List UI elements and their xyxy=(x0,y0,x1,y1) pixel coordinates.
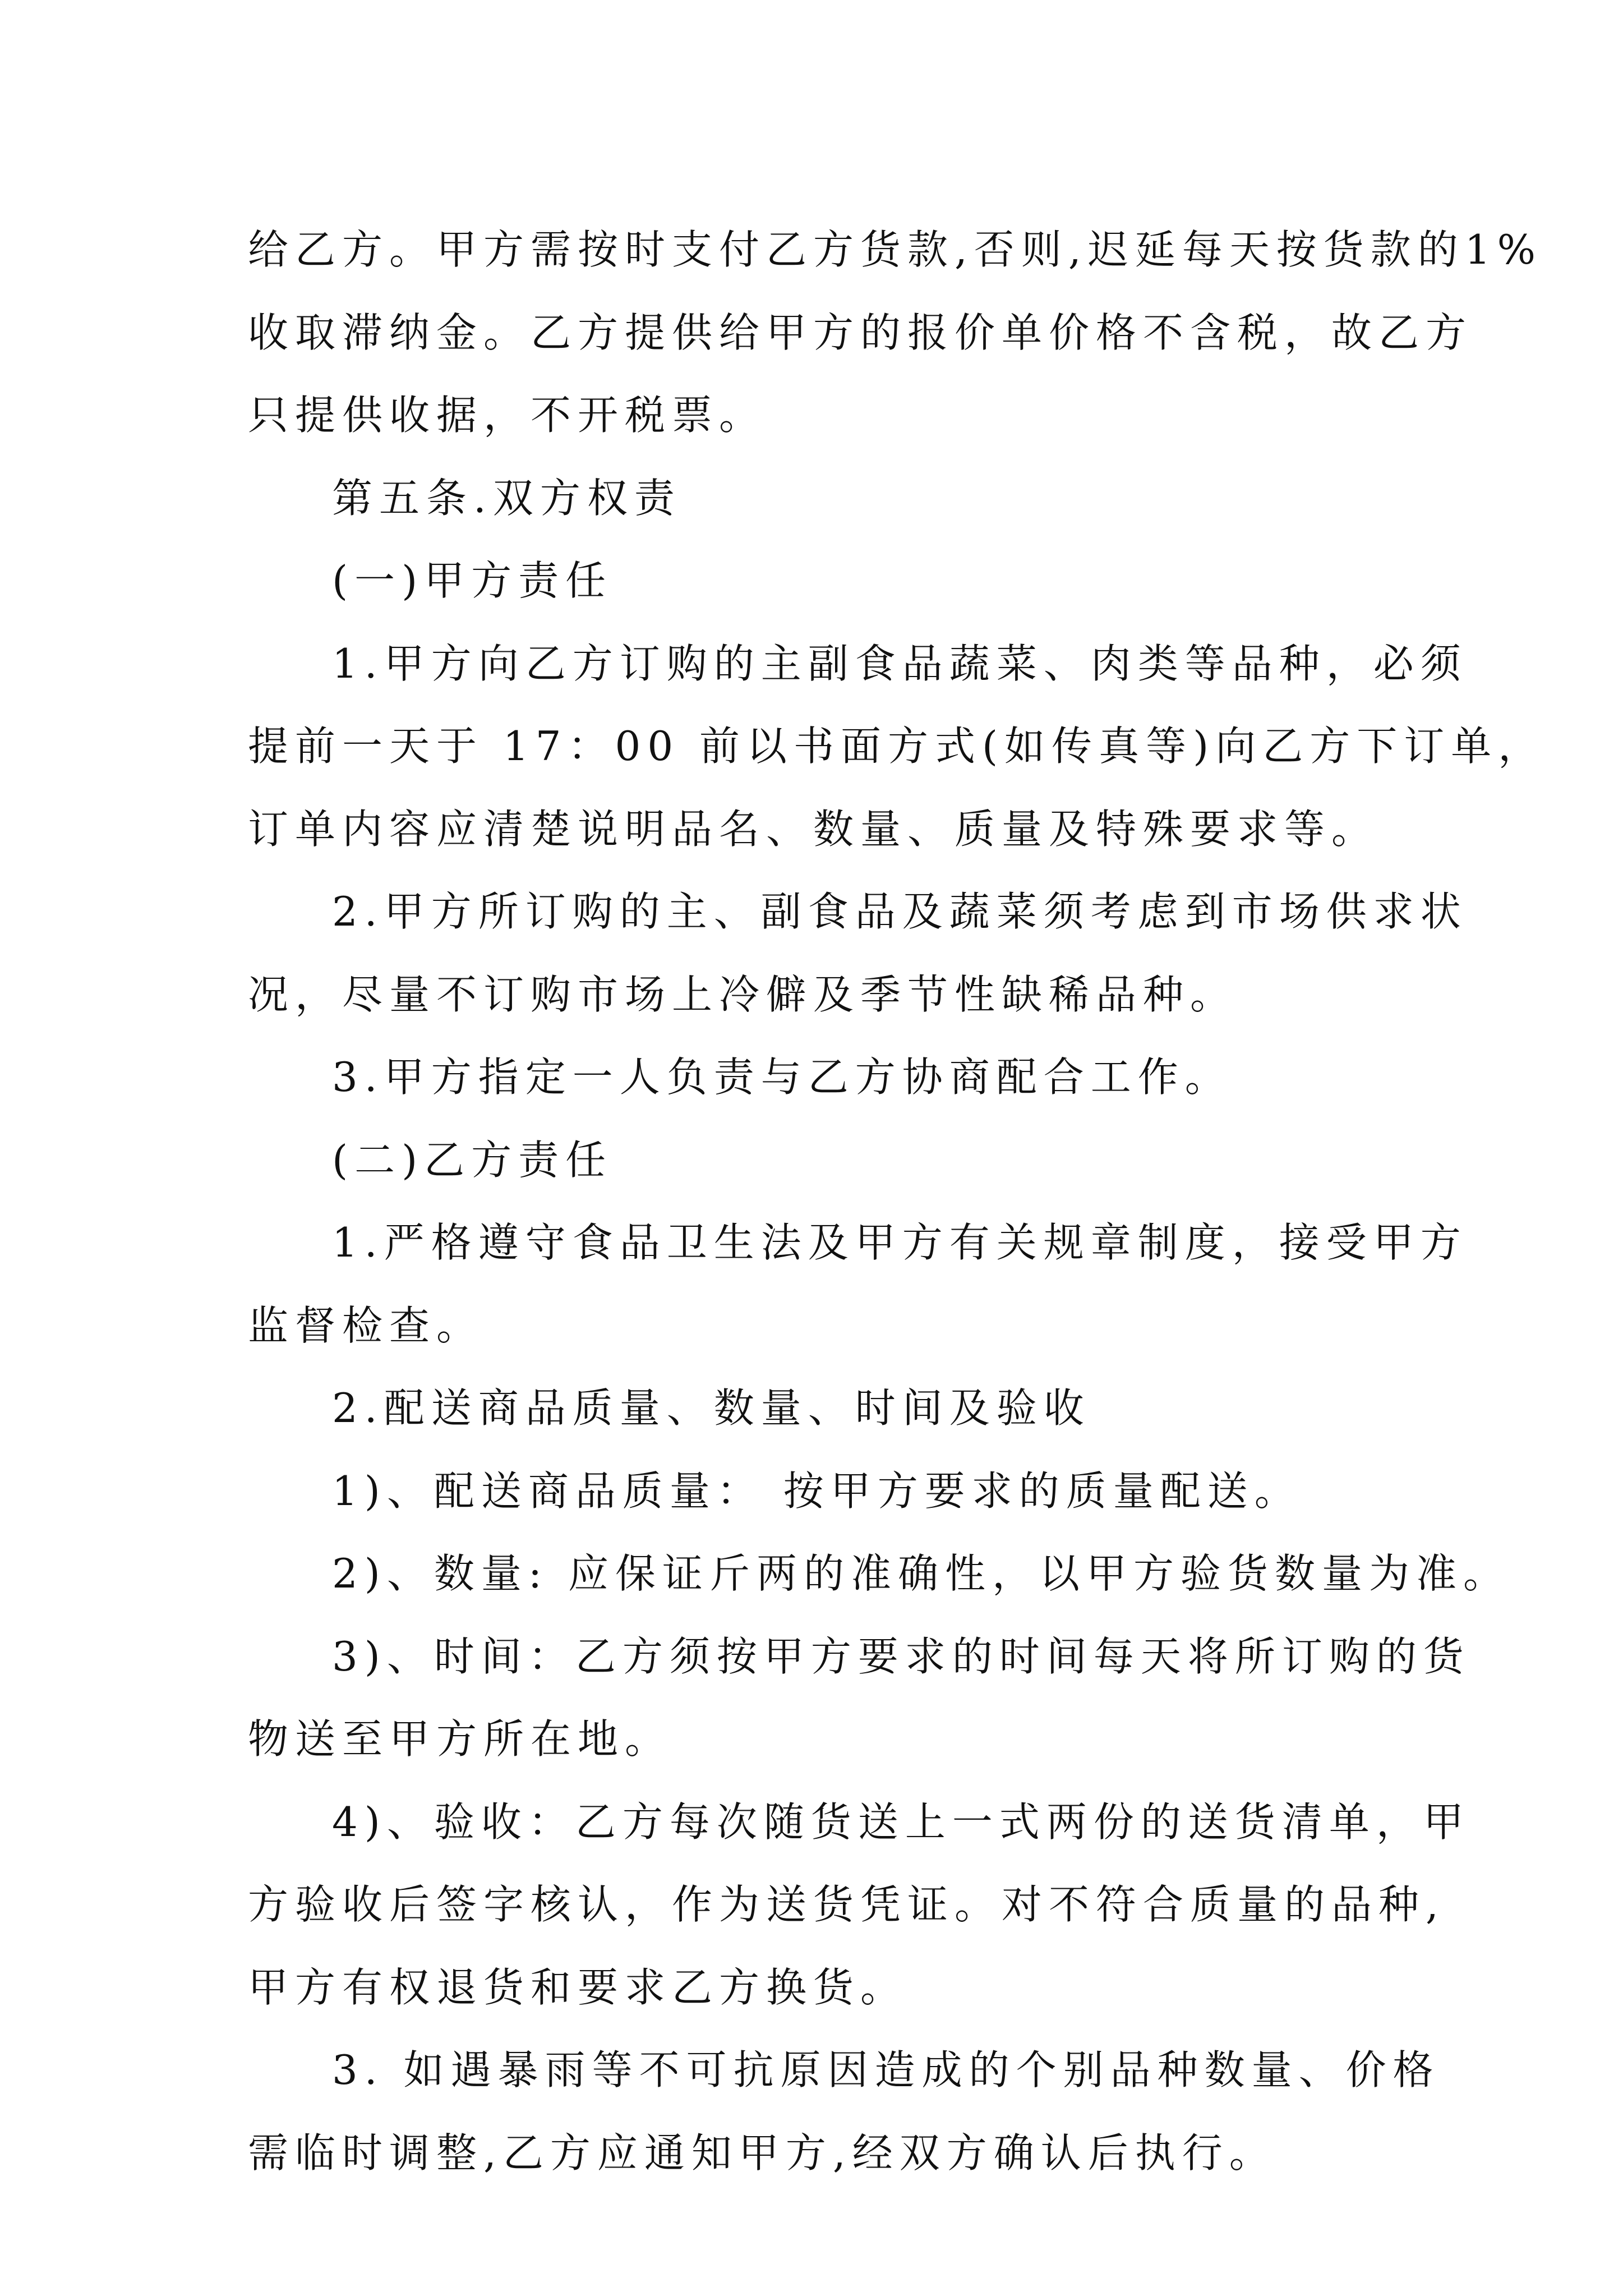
text-line: 方验收后签字核认，作为送货凭证。对不符合质量的品种, xyxy=(248,1881,1445,1928)
text-line: 4)、验收：乙方每次随货送上一式两份的送货清单，甲 xyxy=(332,1798,1470,1846)
text-line: 需临时调整,乙方应通知甲方,经双方确认后执行。 xyxy=(248,2129,1276,2177)
text-line: 甲方有权退货和要求乙方换货。 xyxy=(248,1963,908,2011)
text-line: 况，尽量不订购市场上冷僻及季节性缺稀品种。 xyxy=(248,970,1238,1018)
text-line: 1.甲方向乙方订购的主副食品蔬菜、肉类等品种，必须 xyxy=(332,639,1468,687)
article-heading: 第五条.双方权责 xyxy=(332,474,681,522)
text-line: 3.甲方指定一人负责与乙方协商配合工作。 xyxy=(332,1053,1232,1101)
text-line: 1.严格遵守食品卫生法及甲方有关规章制度，接受甲方 xyxy=(332,1219,1468,1266)
text-line: 订单内容应清楚说明品名、数量、质量及特殊要求等。 xyxy=(248,805,1379,853)
section-heading: (一)甲方责任 xyxy=(332,557,613,604)
text-line: 监督检查。 xyxy=(248,1301,484,1349)
document-body xyxy=(248,209,1546,2194)
section-heading: (二)乙方责任 xyxy=(332,1136,613,1184)
text-line: 提前一天于 17：00 前以书面方式(如传真等)向乙方下订单， xyxy=(248,723,1546,770)
text-line: 3. 如遇暴雨等不可抗原因造成的个别品种数量、价格 xyxy=(332,2046,1440,2093)
text-line: 只提供收据，不开税票。 xyxy=(248,392,767,439)
text-line: 2)、数量: 应保证斤两的准确性，以甲方验货数量为准。 xyxy=(332,1550,1511,1597)
text-line: 3)、时间：乙方须按甲方要求的时间每天将所订购的货 xyxy=(332,1632,1470,1680)
text-line: 给乙方。甲方需按时支付乙方货款,否则,迟延每天按货款的1% xyxy=(248,226,1542,273)
text-line: 2.配送商品质量、数量、时间及验收 xyxy=(332,1384,1091,1432)
text-line: 收取滞纳金。乙方提供给甲方的报价单价格不含税，故乙方 xyxy=(248,309,1473,356)
text-line: 物送至甲方所在地。 xyxy=(248,1715,672,1763)
text-line: 2.甲方所订购的主、副食品及蔬菜须考虑到市场供求状 xyxy=(332,888,1468,935)
text-line: 1)、配送商品质量： 按甲方要求的质量配送。 xyxy=(332,1467,1302,1515)
